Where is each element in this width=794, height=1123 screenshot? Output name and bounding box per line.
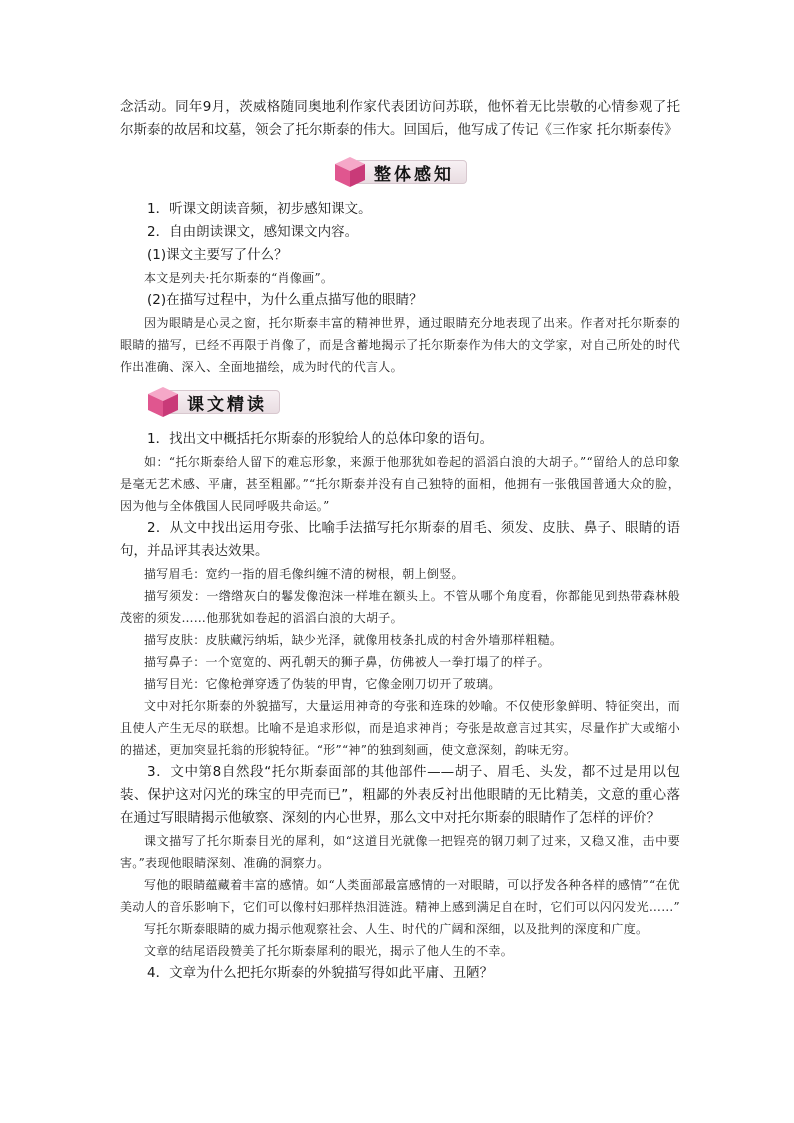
question-2-1: 1．找出文中概括托尔斯泰的形貌给人的总体印象的语句。 xyxy=(147,431,494,447)
question-1-1: 1．听课文朗读音频，初步感知课文。 xyxy=(147,201,372,217)
pink-cube-icon xyxy=(333,155,367,189)
question-1-2b: (2)在描写过程中，为什么重点描写他的眼睛？ xyxy=(147,292,423,308)
section-banner xyxy=(146,384,280,420)
answer-2-3-d: 文章的结尾语段赞美了托尔斯泰犀利的眼光，揭示了他人生的不幸。 xyxy=(144,944,514,958)
answer-2-3-a: 课文描写了托尔斯泰目光的犀利，如“这道目光就像一把锃亮的钢刀刺了过来，又稳又准，击中要害。”表现他眼睛深刻、准确的洞察力。 xyxy=(120,834,680,870)
question-2-3: 3．文中第8自然段“托尔斯泰面部的其他部件——胡子、眉毛、头发，都不过是用以包装、保护这对闪光的珠宝的甲壳而已”，粗鄙的外表反衬出他眼睛的无比精美，文意的重心落在通过写眼睛揭示他敏察、深刻的内心世界，那么文中对托尔斯泰的眼睛作了怎样的评价？ xyxy=(120,764,680,826)
intro-paragraph: 念活动。同年9月，茨威格随同奥地利作家代表团访问苏联，他怀着无比崇敬的心情参观了托尔斯泰的故居和坟墓，领会了托尔斯泰的伟大。回国后，他写成了传记《三作家 托尔斯泰传》 xyxy=(120,99,680,138)
section-banner xyxy=(333,154,467,190)
pink-cube-icon xyxy=(146,385,180,419)
answer-2-2-hair: 描写须发：一绺绺灰白的鬈发像泡沫一样堆在额头上。不管从哪个角度看，你都能见到热带森林般茂密的须发……他那犹如卷起的滔滔白浪的大胡子。 xyxy=(120,589,680,625)
section-heading-reading xyxy=(120,384,680,424)
answer-2-2-summary: 文中对托尔斯泰的外貌描写，大量运用神奇的夸张和连珠的妙喻。不仅使形象鲜明、特征突出，而且使人产生无尽的联想。比喻不是追求形似，而是追求神肖；夸张是故意言过其实，尽量作扩大或缩小的描述，更加突显托翁的形貌特征。“形”“神”的独到刻画，使文意深刻，韵味无穷。 xyxy=(120,699,680,757)
answer-2-2-nose: 描写鼻子：一个宽宽的、两孔朝天的狮子鼻，仿佛被人一拳打塌了的样子。 xyxy=(144,655,550,669)
question-2-4: 4．文章为什么把托尔斯泰的外貌描写得如此平庸、丑陋？ xyxy=(147,965,494,981)
question-1-2a: (1)课文主要写了什么？ xyxy=(147,247,288,263)
answer-2-3-b: 写他的眼睛蕴藏着丰富的感情。如“人类面部最富感情的一对眼睛，可以抒发各种各样的感情”“在优美动人的音乐影响下，它们可以像村妇那样热泪涟涟。精神上感到满足自在时，它们可以闪闪发光……” xyxy=(120,878,680,914)
section-title: 课文精读 xyxy=(170,390,280,414)
answer-1-2b: 因为眼睛是心灵之窗，托尔斯泰丰富的精神世界，通过眼睛充分地表现了出来。作者对托尔斯泰的眼睛的描写，已经不再限于肖像了，而是含蓄地揭示了托尔斯泰作为伟大的文学家，对自己所处的时代作出准确、深入、全面地描绘，成为时代的代言人。 xyxy=(120,316,680,374)
answer-2-3-c: 写托尔斯泰眼睛的威力揭示他观察社会、人生、时代的广阔和深细，以及批判的深度和广度。 xyxy=(144,922,649,936)
question-2-2: 2．从文中找出运用夸张、比喻手法描写托尔斯泰的眉毛、须发、皮肤、鼻子、眼睛的语句，并品评其表达效果。 xyxy=(120,520,680,559)
question-1-2: 2．自由朗读课文，感知课文内容。 xyxy=(147,224,359,240)
section-title: 整体感知 xyxy=(357,160,467,184)
document-page xyxy=(120,96,680,985)
answer-2-1: 如：“托尔斯泰给人留下的难忘形象，来源于他那犹如卷起的滔滔白浪的大胡子。”“留给人的总印象是毫无艺术感、平庸，甚至粗鄙。”“托尔斯泰并没有自己独特的面相，他拥有一张俄国普通大众的脸，因为他与全体俄国人民同呼吸共命运。” xyxy=(120,455,680,513)
answer-1-2a: 本文是列夫·托尔斯泰的“肖像画”。 xyxy=(144,271,334,285)
answer-2-2-eyebrows: 描写眉毛：宽约一指的眉毛像纠缠不清的树根，朝上倒竖。 xyxy=(144,567,464,581)
section-heading-overall xyxy=(120,154,680,194)
answer-2-2-eyes: 描写目光：它像枪弹穿透了伪装的甲胄，它像金刚刀切开了玻璃。 xyxy=(144,677,501,691)
answer-2-2-skin: 描写皮肤：皮肤藏污纳垢，缺少光泽，就像用枝条扎成的村舍外墙那样粗糙。 xyxy=(144,633,563,647)
